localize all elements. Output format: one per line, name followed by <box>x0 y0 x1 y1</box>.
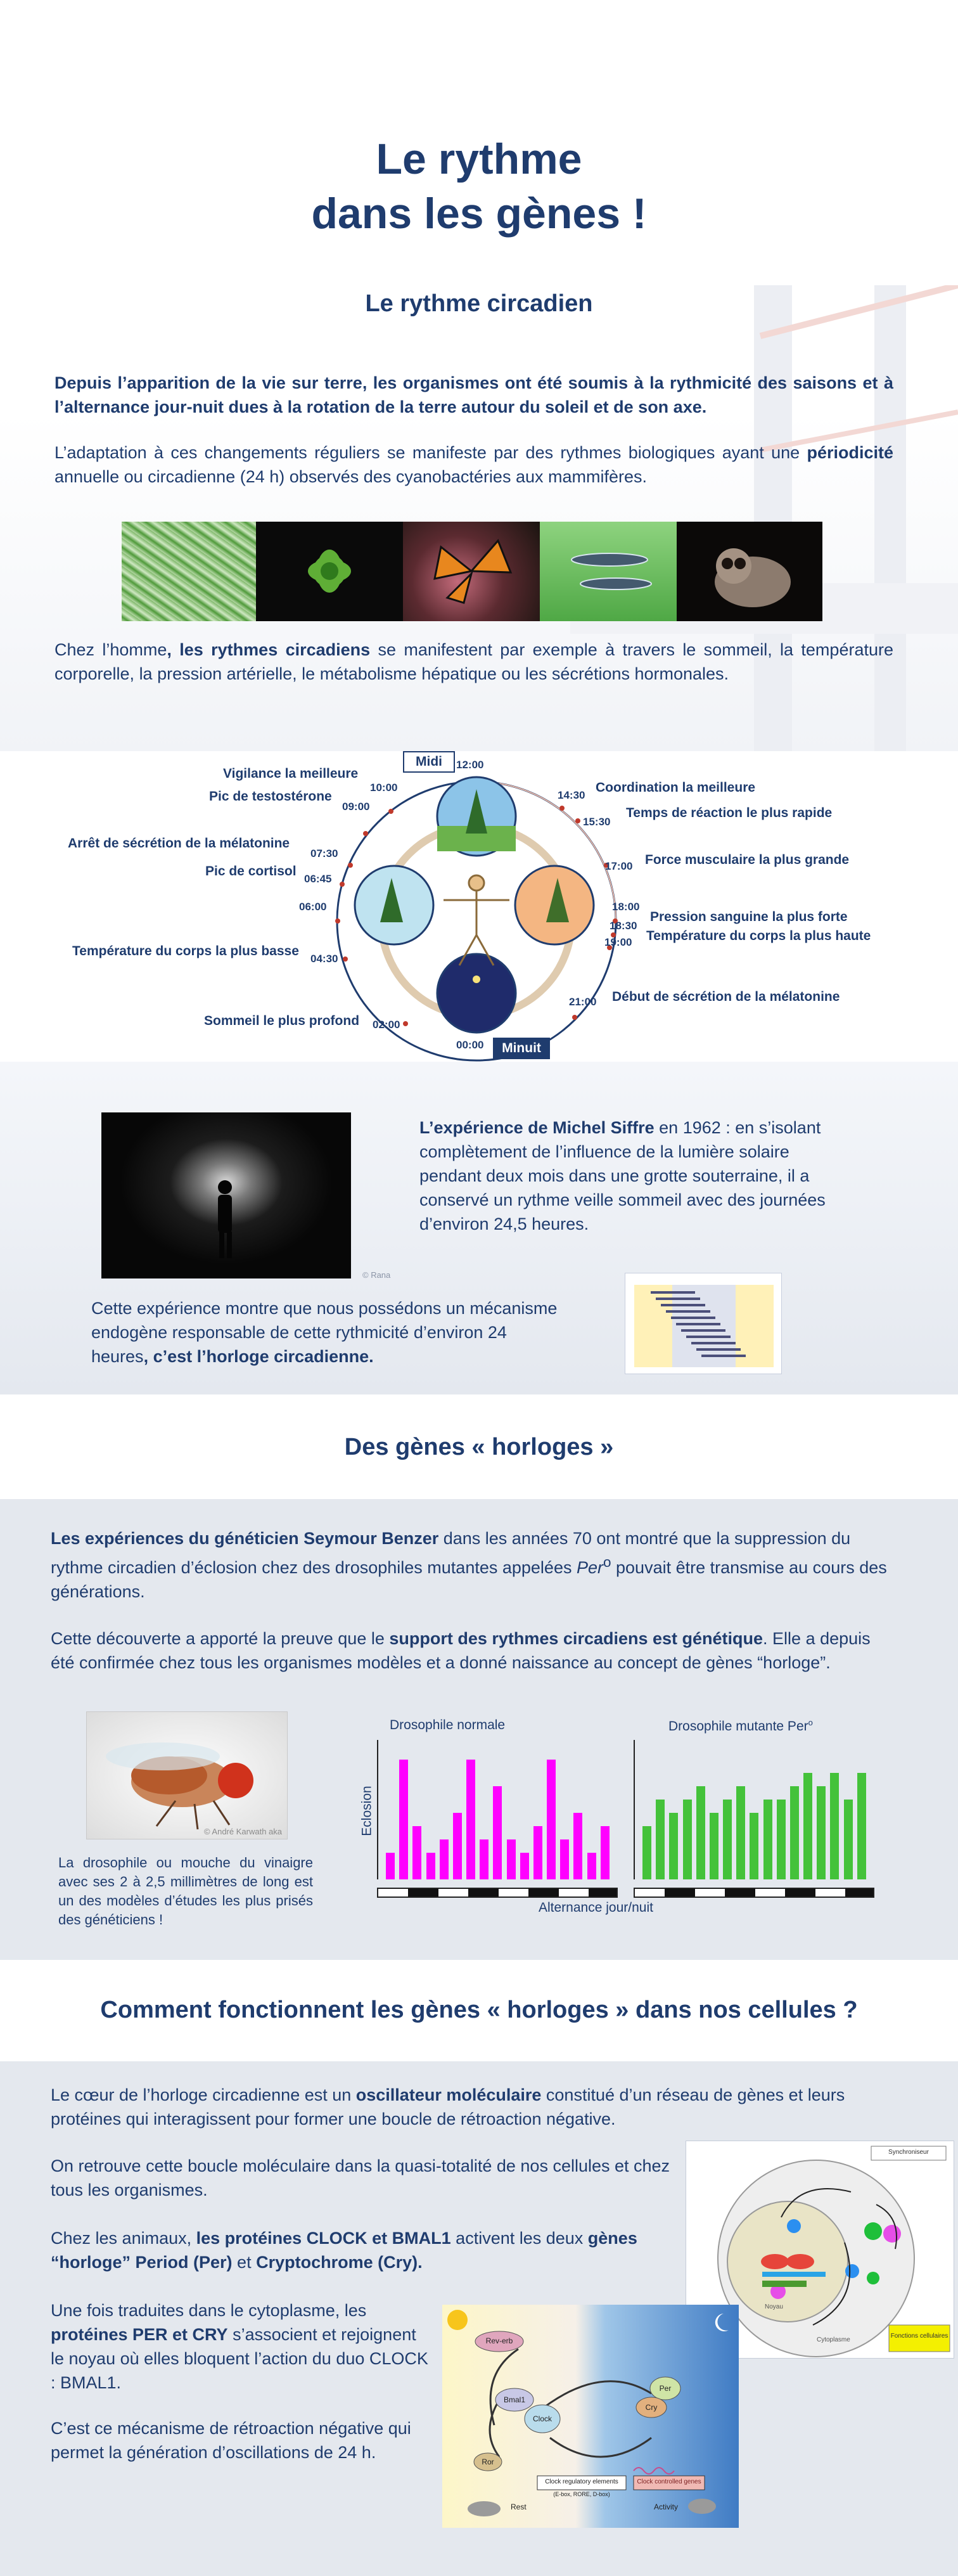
cell-label-fonctions: Fonctions cellulaires <box>890 2333 948 2340</box>
time-0200: 02:00 <box>373 1019 400 1031</box>
chart-bar <box>399 1760 408 1879</box>
cyanobacteria-photo <box>122 522 256 621</box>
chart-bar <box>547 1760 556 1879</box>
diagram-regulatory-elements: Clock regulatory elements <box>545 2478 618 2485</box>
time-0000: 00:00 <box>456 1039 484 1051</box>
circadian-clock-diagram <box>0 751 958 1062</box>
time-1530: 15:30 <box>583 816 611 828</box>
night-scene <box>437 954 516 1033</box>
chart-bar <box>844 1800 853 1879</box>
intro-paragraph-3: Chez l’homme, les rythmes circadiens se manifestent par exemple à travers le sommeil, la température corporelle, la pression artérielle, le métabolisme hépatique ou les sécrétions hormonales. <box>54 640 893 683</box>
diagram-clock: Clock <box>532 2414 552 2423</box>
arabidopsis-plant-photo <box>256 522 403 621</box>
chart-bar <box>656 1800 665 1879</box>
siffre-text: L’expérience de Michel Siffre en 1962 : en s’isolant complètement de l’influence de la lumière solaire pendant deux mois dans une grotte souterraine, il a conservé un rythme veille sommeil avec des journées d’environ 24,5 heures. <box>419 1118 826 1233</box>
chart-bar <box>642 1826 651 1879</box>
chart-bar <box>857 1773 866 1879</box>
chart-daynight-bar-mutant <box>634 1888 874 1898</box>
chart-bar <box>790 1786 799 1879</box>
mechanism-paragraph-5: C’est ce mécanisme de rétroaction négative qui permet la génération d’oscillations de 24 h. <box>51 2419 411 2462</box>
page-title <box>0 132 958 241</box>
fly-photo-credit: © André Karwath aka <box>203 1827 282 1836</box>
chart-bar <box>493 1786 502 1879</box>
fly-caption: La drosophile ou mouche du vinaigre avec ses 2 à 2,5 millimètres de long est un des modèles d’études les plus prisés des généticiens ! <box>58 1855 313 1928</box>
time-0900: 09:00 <box>342 801 370 813</box>
chart-series-label-mutant: Drosophile mutante Per$^o$ <box>668 1718 813 1734</box>
cell-label-noyau: Noyau <box>765 2303 783 2310</box>
genes-paragraph-2: Cette découverte a apporté la preuve que le support des rythmes circadiens est génétique. Elle a depuis été confirmée chez tous les organismes modèles et a donné naissance au concept de gènes “horloge”. <box>51 1629 871 1672</box>
title-line-2: dans les gènes ! <box>311 190 647 238</box>
label-cortisol: Pic de cortisol <box>205 864 297 879</box>
chart-bar <box>533 1826 542 1879</box>
label-temperature-haute: Température du corps la plus haute <box>646 929 871 943</box>
time-0730: 07:30 <box>310 847 338 860</box>
chart-bar <box>750 1813 758 1879</box>
chart-bar <box>803 1773 812 1879</box>
time-0430: 04:30 <box>310 953 338 965</box>
mouse-lemur-photo <box>677 522 822 621</box>
intro-paragraph-2: L’adaptation à ces changements réguliers se manifeste par des rythmes biologiques ayant une périodicité annuelle ou circadienne (24 h) observés des cyanobactéries aux mammifères. <box>54 443 893 486</box>
organisms-photo-strip <box>122 522 822 621</box>
chart-bar <box>830 1773 839 1879</box>
genes-paragraph-1: Les expériences du généticien Seymour Benzer dans les années 70 ont montré que la suppression du rythme circadien d’éclosion chez des drosophiles mutantes appelées Per$^o$ pouvait être transmise au cours des générations. <box>51 1529 887 1601</box>
time-1700: 17:00 <box>605 860 633 872</box>
cave-photo <box>101 1112 351 1278</box>
chart-plot-mutant <box>634 1740 874 1879</box>
feedback-loop-diagram <box>442 2305 739 2528</box>
genes-text <box>51 1526 893 1675</box>
intro-section <box>54 371 893 489</box>
chart-bar <box>520 1853 529 1879</box>
chart-bar <box>736 1786 745 1879</box>
chart-bar <box>777 1800 786 1879</box>
time-0600: 06:00 <box>299 901 327 913</box>
label-coordination: Coordination la meilleure <box>596 780 756 795</box>
mechanism-paragraph-3: Chez les animaux, les protéines CLOCK et BMAL1 activent les deux gènes “horloge” Period (Per) et Cryptochrome (Cry). <box>51 2229 637 2272</box>
chart-bar <box>723 1800 732 1879</box>
time-1800: 18:00 <box>612 901 640 913</box>
chart-bar <box>683 1800 692 1879</box>
chart-bar <box>480 1839 489 1879</box>
chart-bar <box>587 1853 596 1879</box>
vitruvian-figure <box>444 875 509 965</box>
cell-label-cytoplasme: Cytoplasme <box>817 2336 850 2343</box>
eclosion-chart <box>355 1711 881 1914</box>
diagram-reverb: Rev-erb <box>485 2336 513 2345</box>
genes-section-title: Des gènes « horloges » <box>344 1434 614 1460</box>
chart-daynight-bar-normal <box>377 1888 618 1898</box>
chart-bar <box>453 1813 462 1879</box>
time-1200: 12:00 <box>456 759 484 771</box>
diagram-bmal1: Bmal1 <box>503 2395 525 2404</box>
chart-x-label: Alternance jour/nuit <box>539 1900 653 1915</box>
chart-series-label-normal: Drosophile normale <box>390 1718 506 1732</box>
chart-bar <box>601 1826 610 1879</box>
time-1900: 19:00 <box>604 936 632 948</box>
cave-photo-credit: © Rana <box>362 1270 391 1280</box>
subtitle: Le rythme circadien <box>365 290 593 317</box>
label-force-musculaire: Force musculaire la plus grande <box>645 853 850 867</box>
mechanism-paragraph-4: Une fois traduites dans le cytoplasme, les protéines PER et CRY s’associent et rejoignent le noyau où elles bloquent l’action du duo CLOCK : BMAL1. <box>51 2301 428 2392</box>
diagram-regulatory-elements-sub: (E-box, RORE, D-box) <box>553 2491 610 2497</box>
intro-paragraph-1: Depuis l’apparition de la vie sur terre, les organismes ont été soumis à la rythmicité des saisons et à l’alternance jour-nuit dues à la rotation de la terre autour du soleil et de son axe. <box>54 373 893 416</box>
diagram-ror: Ror <box>482 2457 494 2466</box>
time-2100: 21:00 <box>569 996 597 1008</box>
actogram-thumbnail <box>625 1273 782 1374</box>
chart-bar <box>763 1800 772 1879</box>
drosophila-photo <box>86 1711 288 1839</box>
clock-figure <box>0 751 958 1062</box>
diagram-activity: Activity <box>654 2502 679 2511</box>
chart-bar <box>386 1853 395 1879</box>
label-pression-sanguine: Pression sanguine la plus forte <box>650 910 848 924</box>
time-1000: 10:00 <box>370 782 398 794</box>
siffre-conclusion: Cette expérience montre que nous possédons un mécanisme endogène responsable de cette rythmicité d’environ 24 heures, c’est l’horloge circadienne. <box>91 1299 558 1366</box>
midi-label: Midi <box>403 751 455 773</box>
label-melatonine-debut: Début de sécrétion de la mélatonine <box>612 989 840 1004</box>
chart-bar <box>696 1786 705 1879</box>
chart-bar <box>560 1839 569 1879</box>
label-temps-reaction: Temps de réaction le plus rapide <box>626 806 833 820</box>
chart-bar <box>440 1839 449 1879</box>
chart-plot-normal <box>377 1740 618 1879</box>
diagram-per: Per <box>659 2384 672 2393</box>
label-vigilance: Vigilance la meilleure <box>223 766 359 781</box>
mechanism-section-title: Comment fonctionnent les gènes « horloges » dans nos cellules ? <box>100 1997 858 2023</box>
chart-bar <box>426 1853 435 1879</box>
zebrafish-photo <box>540 522 677 621</box>
label-temperature-basse: Température du corps la plus basse <box>72 944 299 958</box>
minuit-label: Minuit <box>493 1038 550 1059</box>
mechanism-paragraph-2: On retrouve cette boucle moléculaire dans la quasi-totalité de nos cellules et chez tous les organismes. <box>51 2156 670 2199</box>
mechanism-paragraph-1: Le cœur de l’horloge circadienne est un oscillateur moléculaire constitué d’un réseau de gènes et leurs protéines qui interagissent pour former une boucle de rétroaction négative. <box>51 2085 845 2128</box>
diagram-cry: Cry <box>645 2403 658 2412</box>
chart-bar <box>466 1760 475 1879</box>
label-testosterone: Pic de testostérone <box>209 789 332 804</box>
chart-bar <box>573 1813 582 1879</box>
chart-bar <box>669 1813 678 1879</box>
time-1830: 18:30 <box>610 920 637 932</box>
time-1430: 14:30 <box>558 789 585 801</box>
time-0645: 06:45 <box>304 873 332 885</box>
diagram-rest: Rest <box>511 2502 527 2511</box>
chart-y-label: Eclosion <box>359 1786 374 1836</box>
title-line-1: Le rythme <box>376 135 582 183</box>
label-melatonine-arret: Arrêt de sécrétion de la mélatonine <box>68 836 290 851</box>
chart-bar <box>507 1839 516 1879</box>
diagram-controlled-genes: Clock controlled genes <box>637 2478 701 2485</box>
label-sommeil-profond: Sommeil le plus profond <box>204 1014 360 1028</box>
cell-label-synchroniseur: Synchroniseur <box>888 2149 929 2156</box>
monarch-butterfly-photo <box>403 522 540 621</box>
chart-bar <box>412 1826 421 1879</box>
chart-bar <box>710 1813 718 1879</box>
chart-bar <box>817 1786 826 1879</box>
